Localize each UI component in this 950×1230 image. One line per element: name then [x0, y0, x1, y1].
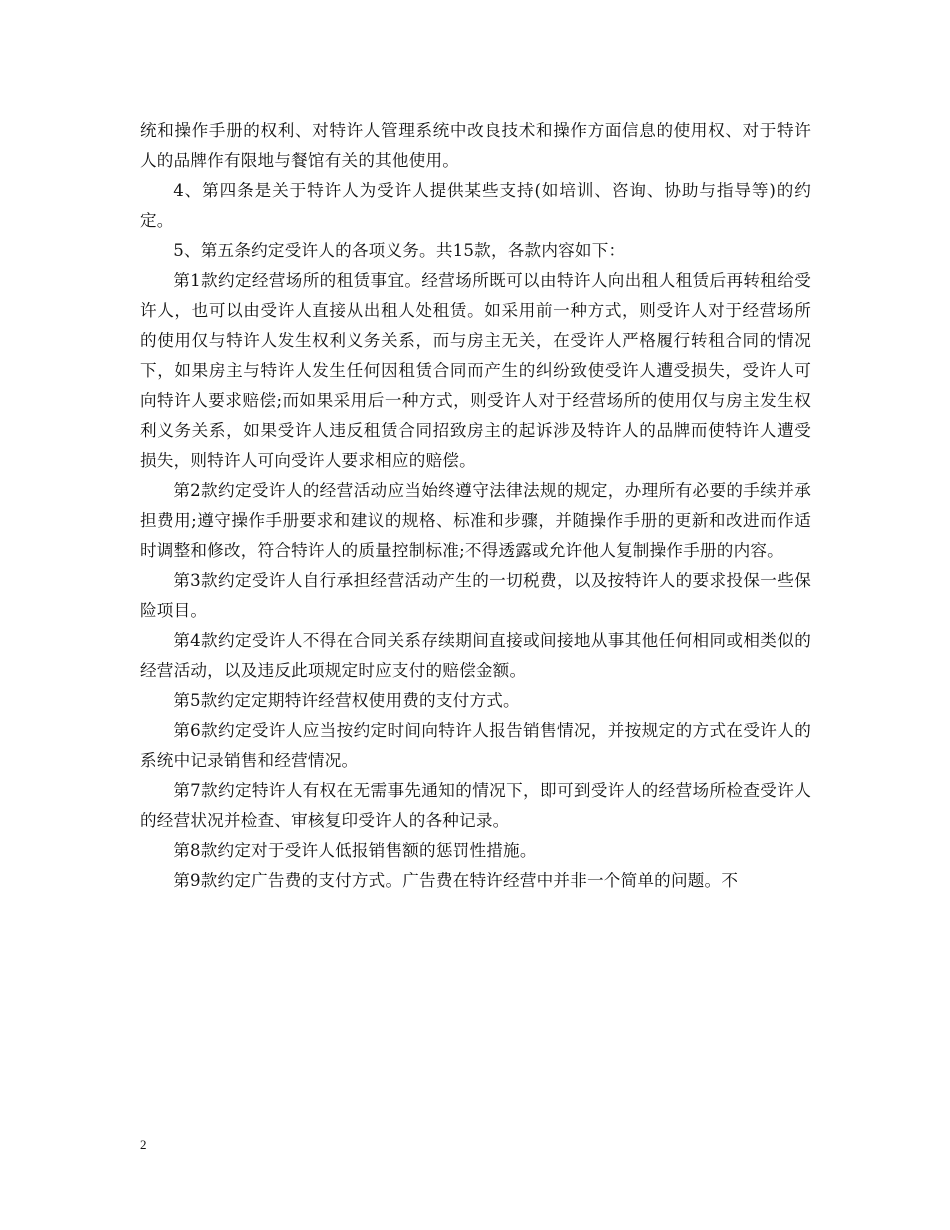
paragraph: 第2款约定受许人的经营活动应当始终遵守法律法规的规定，办理所有必要的手续并承担费用;遵守操作手册要求和建议的规格、标准和步骤，并随操作手册的更新和改进而作适时调整和修改，符合特许人的质量控制标准;不得透露或允许他人复制操作手册的内容。: [140, 481, 811, 560]
paragraph: 4、第四条是关于特许人为受许人提供某些支持(如培训、咨询、协助与指导等)的约定。: [140, 181, 811, 230]
paragraph: 第3款约定受许人自行承担经营活动产生的一切税费，以及按特许人的要求投保一些保险项目。: [140, 571, 811, 620]
paragraph: 第8款约定对于受许人低报销售额的惩罚性措施。: [173, 841, 537, 860]
page-number: 2: [140, 1137, 147, 1152]
document-body: [140, 116, 811, 896]
paragraph: 统和操作手册的权利、对特许人管理系统中改良技术和操作方面信息的使用权、对于特许人的品牌作有限地与餐馆有关的其他使用。: [140, 121, 811, 170]
paragraph: 第9款约定广告费的支付方式。广告费在特许经营中并非一个简单的问题。不: [173, 871, 739, 890]
paragraph: 5、第五条约定受许人的各项义务。共15款，各款内容如下：: [173, 241, 626, 260]
paragraph: 第6款约定受许人应当按约定时间向特许人报告销售情况，并按规定的方式在受许人的系统中记录销售和经营情况。: [140, 721, 811, 770]
paragraph: 第5款约定定期特许经营权使用费的支付方式。: [173, 691, 520, 710]
paragraph: 第1款约定经营场所的租赁事宜。经营场所既可以由特许人向出租人租赁后再转租给受许人，也可以由受许人直接从出租人处租赁。如采用前一种方式，则受许人对于经营场所的使用仅与特许人发生权利义务关系，而与房主无关，在受许人严格履行转租合同的情况下，如果房主与特许人发生任何因租赁合同而产生的纠纷致使受许人遭受损失，受许人可向特许人要求赔偿;而如果采用后一种方式，则受许人对于经营场所的使用仅与房主发生权利义务关系，如果受许人违反租赁合同招致房主的起诉涉及特许人的品牌而使特许人遭受损失，则特许人可向受许人要求相应的赔偿。: [140, 271, 811, 470]
paragraph: 第4款约定受许人不得在合同关系存续期间直接或间接地从事其他任何相同或相类似的经营活动，以及违反此项规定时应支付的赔偿金额。: [140, 631, 811, 680]
paragraph: 第7款约定特许人有权在无需事先通知的情况下，即可到受许人的经营场所检查受许人的经营状况并检查、审核复印受许人的各种记录。: [140, 781, 811, 830]
